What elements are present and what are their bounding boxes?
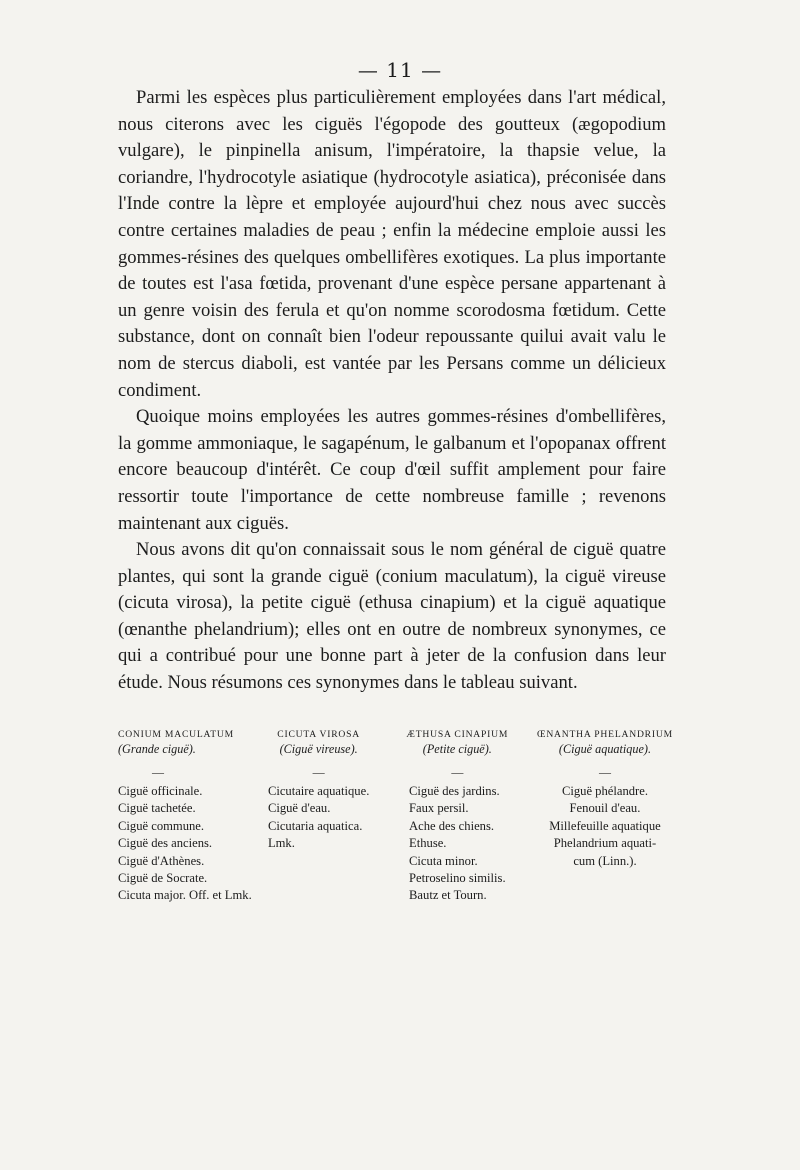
column-subheader: (Ciguë aquatique). — [558, 742, 651, 756]
list-item: Cicuta minor. — [409, 853, 478, 868]
list-item: Lmk. — [267, 836, 295, 851]
list-item: Ciguë de Socrate. — [118, 871, 208, 886]
column-dash: — — [451, 765, 464, 779]
column-header: CONIUM MACULATUM — [118, 729, 234, 740]
column-dash: — — [312, 765, 325, 779]
list-item: Ciguë des anciens. — [118, 836, 213, 851]
list-item: Ciguë d'Athènes. — [118, 853, 205, 868]
column-dash: — — [598, 765, 611, 779]
list-item: Cicuta major. Off. et Lmk. — [118, 888, 252, 903]
synonym-column-cicuta — [253, 729, 385, 905]
synonym-list — [549, 783, 661, 870]
list-item: Ciguë tachetée. — [118, 801, 196, 816]
column-subheader: (Petite ciguë). — [422, 742, 492, 756]
list-item: Millefeuille aquatique — [549, 818, 661, 833]
synonym-list — [409, 783, 506, 905]
column-dash: — — [152, 765, 164, 779]
column-subheader: (Ciguë vireuse). — [279, 742, 358, 756]
list-item: cum (Linn.). — [573, 853, 637, 868]
synonym-column-aethusa — [391, 729, 523, 905]
list-item: Cicutaria aquatica. — [267, 818, 363, 833]
synonym-list — [118, 783, 252, 905]
list-item: Petroselino similis. — [409, 871, 506, 886]
list-item: Ethuse. — [409, 836, 447, 851]
list-item: Ciguë commune. — [118, 818, 205, 833]
column-header: CICUTA VIROSA — [277, 729, 361, 740]
synonym-table — [118, 729, 680, 905]
column-subheader: (Grande ciguë). — [118, 742, 196, 756]
page-number: — 11 — — [357, 58, 443, 82]
synonym-list — [268, 783, 369, 853]
list-item: Faux persil. — [409, 801, 469, 816]
synonym-column-conium — [118, 729, 252, 905]
paragraph-2: Quoique moins employées les autres gommes-résines d'ombellifères, la gomme ammoniaque, le sagapénum, le galbanum et l'opopanax offrent encore beaucoup d'intérêt. Ce coup d'œil suffit amplement pour faire ressortir toute l'importance de cette nombreuse famille ; revenons maintenant aux ciguës. — [118, 406, 666, 534]
column-header: ÆTHUSA CINAPIUM — [406, 729, 509, 740]
list-item: Bautz et Tourn. — [409, 888, 487, 903]
column-header: ŒNANTHA PHELANDRIUM — [537, 729, 673, 740]
list-item: Ciguë officinale. — [118, 784, 203, 798]
paragraph-1: Parmi les espèces plus particulièrement employées dans l'art médical, nous citerons avec les ciguës l'égopode des goutteux (ægopodium vulgare), le pinpinella anisum, l'impératoire, la thapsie velue, la coriandre, l'hydrocotyle asiatique (hydrocotyle asiatica), préconisée dans l'Inde contre la lèpre et employée aujourd'hui chez nous avec succès contre certaines maladies de peau ; enfin la médecine emploie aussi les gommes-résines des quelques ombellifères exotiques. La plus importante de toutes est l'asa fœtida, provenant d'une espèce persane appartenant à un genre voisin des ferula et qu'on nomme scorodosma fœtidum. Cette substance, dont on connaît bien l'odeur repoussante quilui avait valu le nom de stercus diaboli, est vantée par les Persans comme un délicieux condiment. — [118, 87, 666, 401]
list-item: Ciguë d'eau. — [267, 801, 331, 816]
list-item: Cicutaire aquatique. — [267, 784, 370, 798]
list-item: Ache des chiens. — [409, 818, 495, 833]
paragraph-3: Nous avons dit qu'on connaissait sous le nom général de ciguë quatre plantes, qui sont la grande ciguë (conium maculatum), la ciguë vireuse (cicuta virosa), la petite ciguë (ethusa cinapium) et la ciguë aquatique (œnanthe phelandrium); elles ont en outre de nombreux synonymes, ce qui a contribué pour une bonne part à jeter de la confusion dans leur étude. Nous résumons ces synonymes dans le tableau suivant. — [118, 539, 666, 694]
list-item: Phelandrium aquati- — [553, 836, 657, 851]
synonym-column-oenanthe — [530, 729, 680, 905]
list-item: Ciguë phélandre. — [561, 784, 648, 798]
list-item: Fenouil d'eau. — [569, 801, 641, 816]
list-item: Ciguë des jardins. — [409, 784, 500, 798]
body-text — [118, 85, 666, 697]
